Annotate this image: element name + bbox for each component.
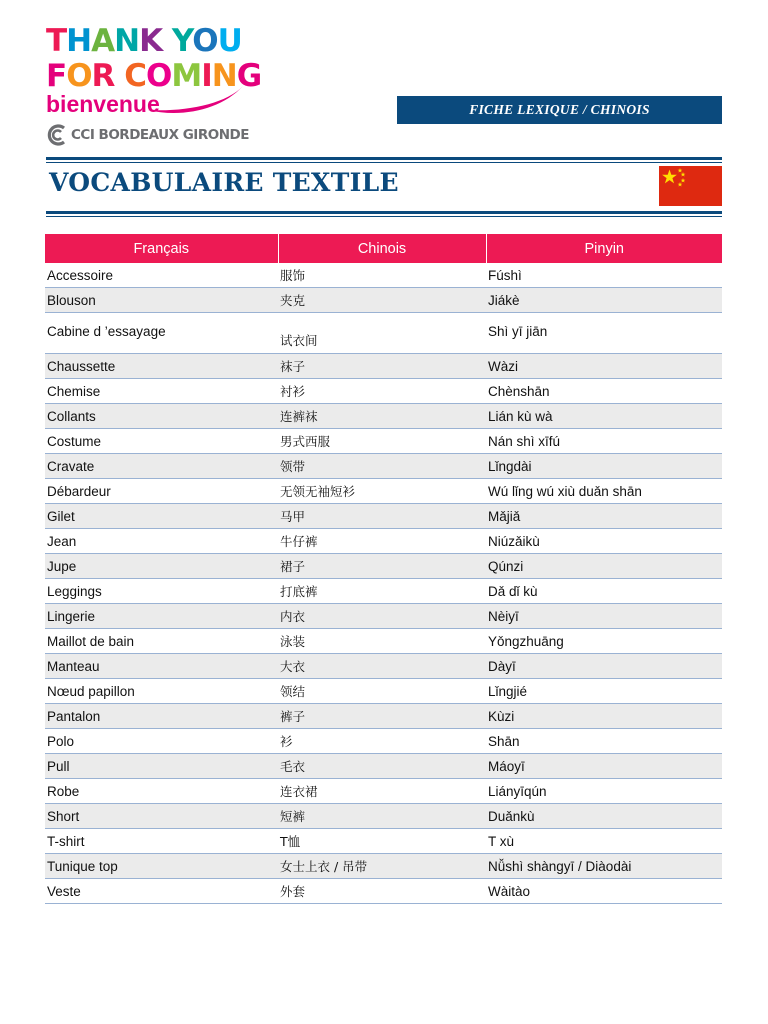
chinois-cell: 试衣间 xyxy=(278,313,486,354)
francais-cell: Jean xyxy=(45,529,278,554)
logo-line-for-coming: FOR COMING xyxy=(46,58,262,94)
table-row xyxy=(45,379,722,404)
pinyin-cell: Liányīqún xyxy=(486,779,722,804)
china-flag-icon xyxy=(659,166,722,206)
chinois-cell: 裙子 xyxy=(278,554,486,579)
chinois-cell: 夹克 xyxy=(278,288,486,313)
francais-cell: Maillot de bain xyxy=(45,629,278,654)
francais-cell: Manteau xyxy=(45,654,278,679)
chinois-cell: 内衣 xyxy=(278,604,486,629)
table-row xyxy=(45,879,722,904)
francais-cell: Blouson xyxy=(45,288,278,313)
chinois-cell: 领带 xyxy=(278,454,486,479)
chinois-cell: 裤子 xyxy=(278,704,486,729)
table-row xyxy=(45,854,722,879)
table-row xyxy=(45,579,722,604)
table-row xyxy=(45,404,722,429)
table-body xyxy=(45,263,722,904)
table-row xyxy=(45,704,722,729)
pinyin-cell: Dǎ dǐ kù xyxy=(486,579,722,604)
chinois-cell: 女士上衣 / 吊带 xyxy=(278,854,486,879)
pinyin-cell: Nán shì xīfú xyxy=(486,429,722,454)
chinois-cell: 服饰 xyxy=(278,263,486,288)
pinyin-cell: Niúzǎikù xyxy=(486,529,722,554)
top-divider xyxy=(46,157,722,160)
chinois-cell: 打底裤 xyxy=(278,579,486,604)
table-row xyxy=(45,479,722,504)
chinois-cell: 毛衣 xyxy=(278,754,486,779)
francais-cell: Veste xyxy=(45,879,278,904)
bottom-divider-thin xyxy=(46,216,722,217)
francais-cell: Pull xyxy=(45,754,278,779)
table-row xyxy=(45,263,722,288)
francais-cell: Costume xyxy=(45,429,278,454)
chinois-cell: 连裤袜 xyxy=(278,404,486,429)
page-title: VOCABULAIRE TEXTILE xyxy=(49,168,399,197)
francais-cell: Cabine d ’essayage xyxy=(45,313,278,354)
francais-cell: Leggings xyxy=(45,579,278,604)
table-row xyxy=(45,829,722,854)
table-row xyxy=(45,354,722,379)
pinyin-cell: Wàzi xyxy=(486,354,722,379)
francais-cell: Débardeur xyxy=(45,479,278,504)
chinois-cell: 领结 xyxy=(278,679,486,704)
table-row xyxy=(45,729,722,754)
pinyin-cell: Nèiyī xyxy=(486,604,722,629)
table-row xyxy=(45,604,722,629)
chinois-cell: 衫 xyxy=(278,729,486,754)
francais-cell: Gilet xyxy=(45,504,278,529)
pinyin-cell: Shì yī jiān xyxy=(486,313,722,354)
chinois-cell: 袜子 xyxy=(278,354,486,379)
francais-cell: Chemise xyxy=(45,379,278,404)
pinyin-cell: T xù xyxy=(486,829,722,854)
bottom-divider xyxy=(46,211,722,214)
table-row xyxy=(45,679,722,704)
table-row xyxy=(45,779,722,804)
pinyin-cell: Lǐngjié xyxy=(486,679,722,704)
francais-cell: Jupe xyxy=(45,554,278,579)
chinois-cell: T恤 xyxy=(278,829,486,854)
pinyin-cell: Dàyī xyxy=(486,654,722,679)
pinyin-cell: Lǐngdài xyxy=(486,454,722,479)
table-row xyxy=(45,504,722,529)
francais-cell: Cravate xyxy=(45,454,278,479)
pinyin-cell: Yǒngzhuāng xyxy=(486,629,722,654)
francais-cell: Collants xyxy=(45,404,278,429)
francais-cell: Robe xyxy=(45,779,278,804)
table-row xyxy=(45,313,722,354)
pinyin-cell: Lián kù wà xyxy=(486,404,722,429)
pinyin-cell: Nǚshì shàngyī / Diàodài xyxy=(486,854,722,879)
francais-cell: Nœud papillon xyxy=(45,679,278,704)
logo-bienvenue: bienvenue xyxy=(46,91,160,117)
chinois-cell: 外套 xyxy=(278,879,486,904)
chinois-cell: 大衣 xyxy=(278,654,486,679)
table-row xyxy=(45,454,722,479)
table-row xyxy=(45,554,722,579)
pinyin-cell: Fúshì xyxy=(486,263,722,288)
cci-org-name: CCI BORDEAUX GIRONDE xyxy=(71,127,249,143)
pinyin-cell: Chènshān xyxy=(486,379,722,404)
table-row xyxy=(45,429,722,454)
francais-cell: Lingerie xyxy=(45,604,278,629)
logo-line-thank-you: THANK YOU xyxy=(46,23,242,59)
francais-cell: Polo xyxy=(45,729,278,754)
vocabulary-table xyxy=(45,234,722,904)
francais-cell: Chaussette xyxy=(45,354,278,379)
pinyin-cell: Mǎjiǎ xyxy=(486,504,722,529)
chinois-cell: 马甲 xyxy=(278,504,486,529)
pinyin-cell: Kùzi xyxy=(486,704,722,729)
cci-bordeaux-logo xyxy=(46,124,249,146)
column-header-pinyin: Pinyin xyxy=(486,234,722,263)
chinois-cell: 男式西服 xyxy=(278,429,486,454)
pinyin-cell: Jiákè xyxy=(486,288,722,313)
chinois-cell: 无领无袖短衫 xyxy=(278,479,486,504)
chinois-cell: 短裤 xyxy=(278,804,486,829)
table-row xyxy=(45,288,722,313)
table-row xyxy=(45,629,722,654)
pinyin-cell: Qúnzi xyxy=(486,554,722,579)
pinyin-cell: Shān xyxy=(486,729,722,754)
pinyin-cell: Wàitào xyxy=(486,879,722,904)
chinois-cell: 牛仔裤 xyxy=(278,529,486,554)
chinois-cell: 泳装 xyxy=(278,629,486,654)
fiche-lexique-badge: FICHE LEXIQUE / CHINOIS xyxy=(397,96,722,124)
francais-cell: Pantalon xyxy=(45,704,278,729)
top-divider-thin xyxy=(46,162,722,163)
table-row xyxy=(45,804,722,829)
thank-you-logo xyxy=(46,23,262,149)
francais-cell: Accessoire xyxy=(45,263,278,288)
table-header-row xyxy=(45,234,722,263)
chinois-cell: 连衣裙 xyxy=(278,779,486,804)
column-header-francais: Français xyxy=(45,234,278,263)
table-row xyxy=(45,654,722,679)
francais-cell: Tunique top xyxy=(45,854,278,879)
column-header-chinois: Chinois xyxy=(278,234,486,263)
table-row xyxy=(45,754,722,779)
francais-cell: T-shirt xyxy=(45,829,278,854)
francais-cell: Short xyxy=(45,804,278,829)
chinois-cell: 衬衫 xyxy=(278,379,486,404)
table-row xyxy=(45,529,722,554)
cci-emblem-icon xyxy=(46,124,68,146)
pinyin-cell: Máoyī xyxy=(486,754,722,779)
pinyin-cell: Duǎnkù xyxy=(486,804,722,829)
logo-swoosh-icon xyxy=(146,84,246,116)
pinyin-cell: Wú lǐng wú xiù duǎn shān xyxy=(486,479,722,504)
